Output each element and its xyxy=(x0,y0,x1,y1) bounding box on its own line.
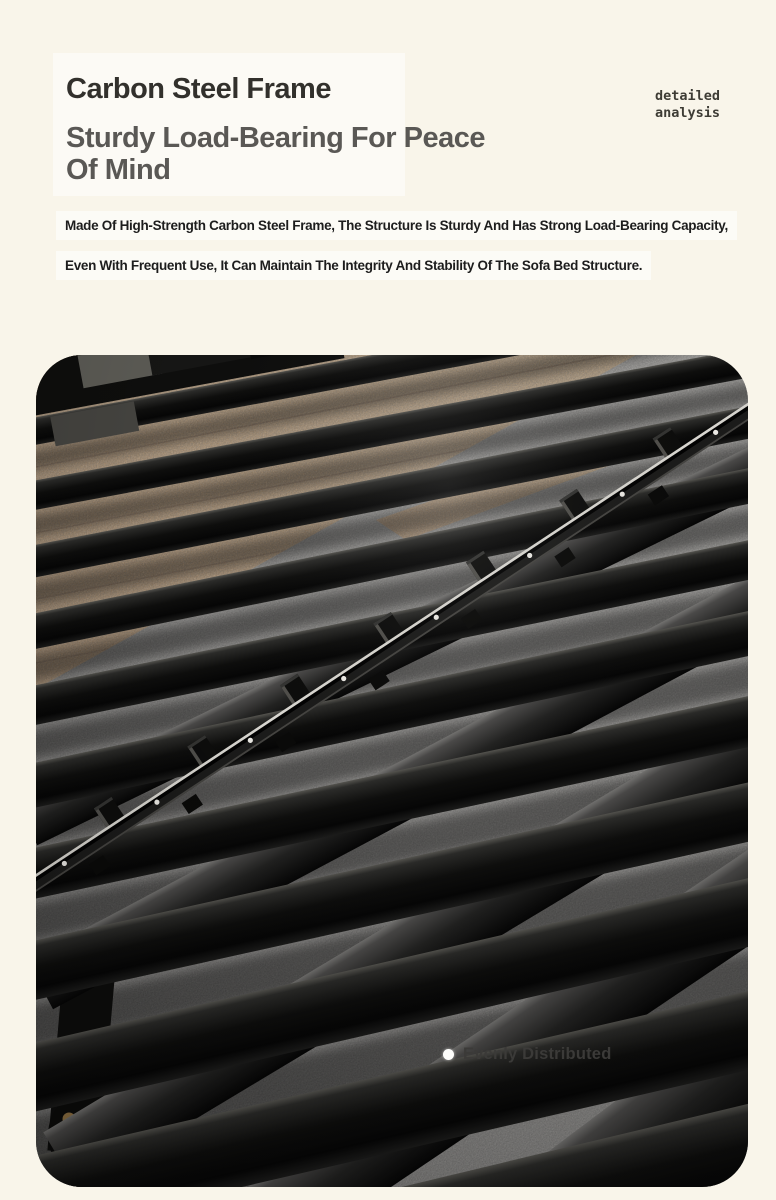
badge-line-2: analysis xyxy=(655,105,721,121)
page-subtitle xyxy=(66,122,485,186)
bed-frame-photo-illustration xyxy=(36,355,748,1187)
product-photo xyxy=(36,355,748,1187)
description-line-1: Made Of High-Strength Carbon Steel Frame, The Structure Is Sturdy And Has Strong Load-Bearing Capacity, xyxy=(56,211,737,240)
page-title: Carbon Steel Frame xyxy=(66,73,331,105)
caption-dot-icon xyxy=(443,1049,454,1060)
subtitle-line-1: Sturdy Load-Bearing For Peace xyxy=(66,122,485,154)
photo-vignette xyxy=(36,355,748,1187)
description-line-2: Even With Frequent Use, It Can Maintain The Integrity And Stability Of The Sofa Bed Structure. xyxy=(56,251,651,280)
subtitle-line-2: Of Mind xyxy=(66,154,171,186)
photo-caption xyxy=(443,1045,611,1064)
detailed-analysis-badge xyxy=(655,88,735,122)
caption-label: Evenly Distributed xyxy=(463,1045,612,1063)
badge-line-1: detailed xyxy=(655,88,721,104)
